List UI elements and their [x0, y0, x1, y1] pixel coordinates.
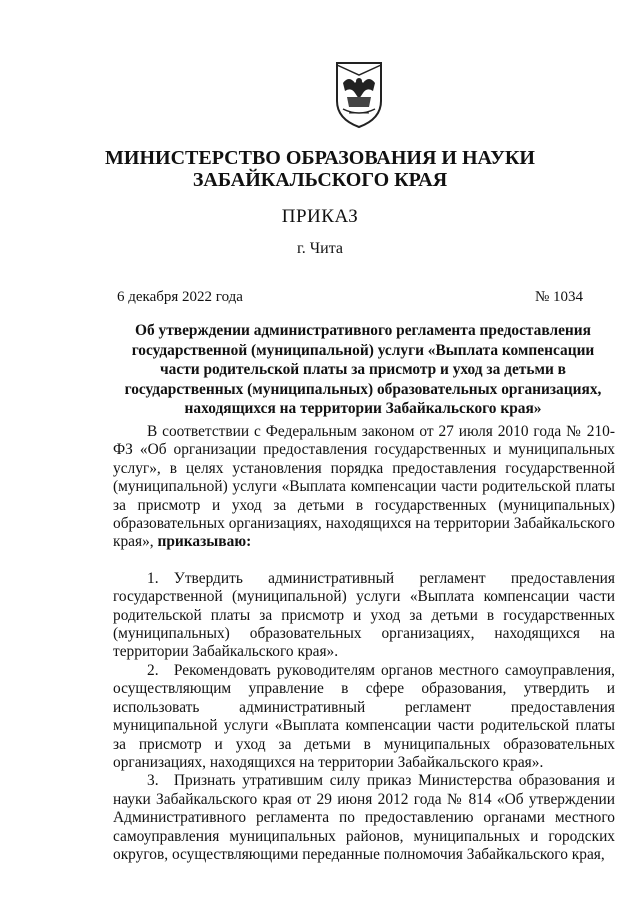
item-paragraph-3: 3. Признать утратившим силу приказ Министерства образования и науки Забайкальского края от 29 июня 2012 года № 814 «Об утверждении Административного регламента по предоставлению органами местного самоуправления муниципальных районов, муниципальных и городских округов, осуществляющими переданные полномочия Забайкальского края,	[113, 772, 615, 863]
coat-of-arms-emblem	[333, 57, 385, 129]
ministry-name-line1: МИНИСТЕРСТВО ОБРАЗОВАНИЯ И НАУКИ	[105, 147, 535, 169]
preamble-paragraph	[113, 423, 615, 552]
order-number: № 1034	[534, 289, 583, 305]
ministry-name-line2: ЗАБАЙКАЛЬСКОГО КРАЯ	[192, 169, 448, 191]
order-title: Об утверждении административного регламента предоставления государственной (муниципальной) услуги «Выплата компенсации части родительской платы за присмотр и уход за детьми в государственных (муниципальных) образовательных организациях, находящихся на территории Забайкальского края»	[124, 322, 602, 418]
order-word: приказываю:	[157, 533, 252, 551]
preamble-text: В соответствии с Федеральным законом от 27 июля 2010 года № 210-ФЗ «Об организации предоставления государственных и муниципальных услуг», в целях установления порядка предоставления государственной (муниципальной) услуги «Выплата компенсации части родительской платы за присмотр и уход за детьми в государственных (муниципальных) образовательных организациях, находящихся на территории Забайкальского края»,	[113, 423, 615, 551]
city: г. Чита	[296, 240, 343, 257]
item-paragraph-2: 2. Рекомендовать руководителям органов местного самоуправления, осуществляющим управление в сфере образования, утвердить и использовать административный регламент предоставления муниципальной услуги «Выплата компенсации части родительской платы за присмотр и уход за детьми в муниципальных образовательных организациях, находящихся на территории Забайкальского края».	[113, 661, 615, 771]
order-body	[113, 423, 615, 864]
document-type: ПРИКАЗ	[281, 206, 359, 227]
order-date: 6 декабря 2022 года	[117, 289, 243, 305]
item-paragraph-1: 1. Утвердить административный регламент предоставления государственной (муниципальной) услуги «Выплата компенсации части родительской платы за присмотр и уход за детьми в государственных (муниципальных) образовательных организациях, находящихся на территории Забайкальского края».	[113, 569, 615, 661]
